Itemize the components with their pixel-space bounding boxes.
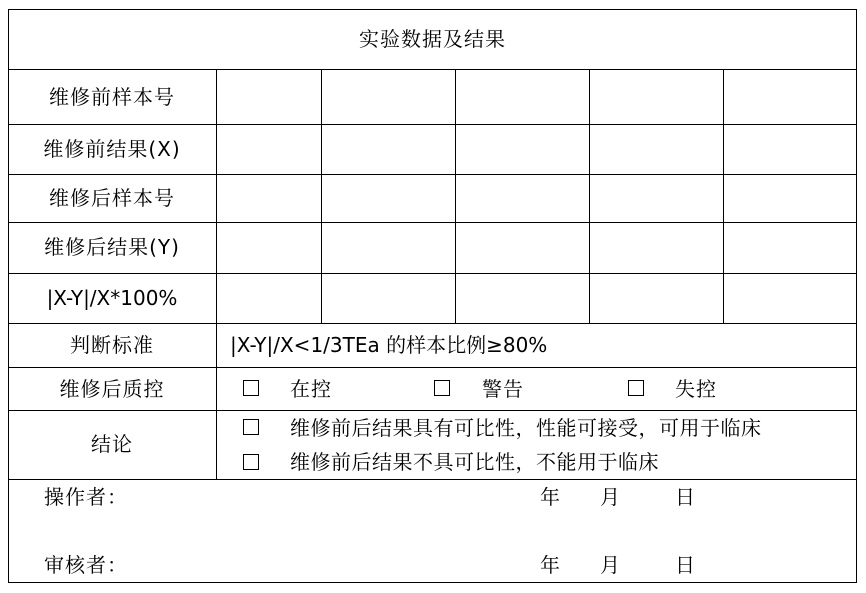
- reviewer-signature-field[interactable]: [140, 552, 520, 580]
- form-title: 实验数据及结果: [359, 27, 506, 51]
- divider: [8, 124, 857, 125]
- criteria-text: |X-Y|/X<1/3TEa 的样本比例≥80%: [230, 333, 548, 357]
- conclusion-not-acceptable-checkbox[interactable]: [243, 454, 259, 470]
- qc-out-of-control-label: 失控: [675, 377, 717, 401]
- data-cell[interactable]: [456, 70, 589, 124]
- qc-out-of-control-checkbox[interactable]: [628, 380, 644, 396]
- qc-label: 维修后质控: [59, 377, 165, 401]
- operator-label: 操作者：: [44, 485, 128, 509]
- reviewer-year: 年: [540, 553, 561, 577]
- qc-in-control-checkbox[interactable]: [243, 380, 259, 396]
- row-label-post-sample: 维修后样本号: [49, 186, 175, 210]
- row-label-post-result: 维修后结果(Y): [44, 235, 180, 259]
- operator-year: 年: [540, 485, 561, 509]
- conclusion-not-acceptable-label: 维修前后结果不具可比性，不能用于临床: [290, 450, 659, 474]
- divider: [8, 273, 857, 274]
- reviewer-day: 日: [675, 553, 696, 577]
- reviewer-label: 审核者：: [44, 553, 128, 577]
- data-cell[interactable]: [322, 70, 455, 124]
- data-cell[interactable]: [217, 70, 321, 124]
- divider: [8, 222, 857, 223]
- row-label-pre-sample: 维修前样本号: [49, 85, 175, 109]
- qc-warning-label: 警告: [482, 377, 524, 401]
- operator-signature-field[interactable]: [140, 484, 520, 512]
- divider: [8, 367, 857, 368]
- criteria-label: 判断标准: [70, 333, 154, 357]
- divider: [8, 323, 857, 324]
- conclusion-label: 结论: [91, 432, 133, 456]
- divider: [8, 410, 857, 411]
- row-label-ratio: |X-Y|/X*100%: [46, 286, 178, 310]
- data-cell[interactable]: [590, 70, 723, 124]
- reviewer-month: 月: [600, 553, 621, 577]
- operator-month: 月: [600, 485, 621, 509]
- divider: [8, 174, 857, 175]
- conclusion-acceptable-label: 维修前后结果具有可比性，性能可接受，可用于临床: [290, 416, 762, 440]
- conclusion-acceptable-checkbox[interactable]: [243, 419, 259, 435]
- row-label-pre-result: 维修前结果(X): [43, 137, 181, 161]
- operator-day: 日: [675, 485, 696, 509]
- divider: [216, 69, 217, 479]
- data-cell[interactable]: [724, 70, 856, 124]
- qc-warning-checkbox[interactable]: [434, 380, 450, 396]
- qc-in-control-label: 在控: [290, 377, 332, 401]
- divider: [8, 479, 857, 480]
